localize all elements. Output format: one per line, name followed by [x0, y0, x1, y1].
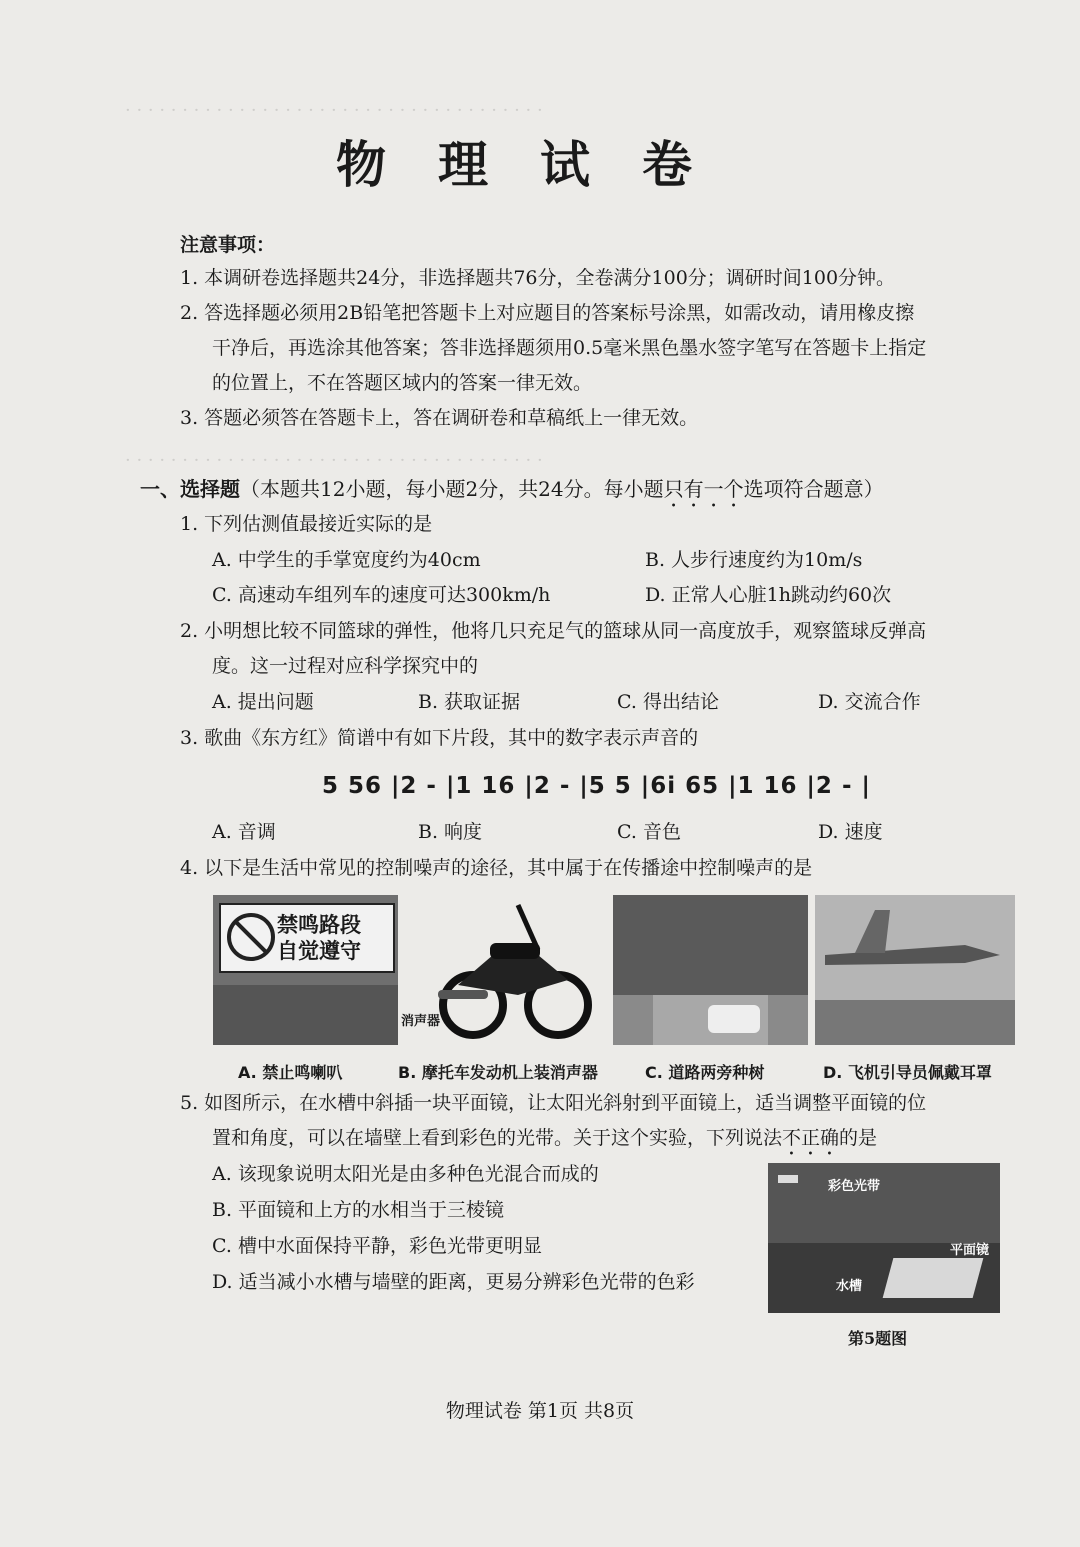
jet-photo: [815, 895, 1015, 1045]
q2-option-c: C. 得出结论: [617, 691, 719, 713]
section-desc: （本题共12小题，每小题2分，共24分。每小题: [240, 477, 664, 501]
q5-stem: 5. 如图所示，在水槽中斜插一块平面镜，让太阳光斜射到平面镜上，适当调整平面镜的位: [180, 1092, 927, 1114]
q2-option-b: B. 获取证据: [418, 691, 521, 713]
photo-label-light-band: 彩色光带: [828, 1179, 881, 1194]
note-item-2-cont: 干净后，再选涂其他答案；答非选择题须用0.5毫米黑色墨水签字笔写在答题卡上指定: [212, 337, 927, 359]
no-horn-icon: [227, 913, 275, 961]
q4-caption-c: C. 道路两旁种树: [645, 1063, 765, 1082]
q4-caption-a: A. 禁止鸣喇叭: [238, 1063, 343, 1082]
q5-stem-emphasis: 不正确: [782, 1127, 840, 1149]
sign-text-line2: 自觉遵守: [277, 939, 361, 963]
section-title: 一、选择题: [140, 477, 240, 501]
muffler-label: 消声器: [401, 1014, 441, 1029]
page-footer: 物理试卷 第1页 共8页: [445, 1400, 635, 1422]
page-title: 物理试卷: [336, 135, 744, 194]
note-item-2: 2. 答选择题必须用2B铅笔把答题卡上对应题目的答案标号涂黑，如需改动，请用橡皮擦: [180, 302, 915, 324]
note-item-1: 1. 本调研卷选择题共24分，非选择题共76分，全卷满分100分；调研时间100分钟。: [180, 267, 896, 289]
note-item-3: 3. 答题必须答在答题卡上，答在调研卷和草稿纸上一律无效。: [180, 407, 699, 429]
q4-caption-b: B. 摩托车发动机上装消声器: [398, 1063, 598, 1082]
bleed-through-text: · · · · · · · · · · · · · · · · · · · · · · · · · · · · · · · · · · · · ·: [125, 100, 543, 121]
no-horn-sign-photo: [213, 895, 398, 1045]
rainbow-experiment-photo: [768, 1163, 1000, 1313]
q3-option-c: C. 音色: [617, 821, 681, 843]
q2-stem-cont: 度。这一过程对应科学探究中的: [212, 655, 479, 677]
section-heading: [140, 473, 884, 512]
q3-option-d: D. 速度: [818, 821, 883, 843]
q1-option-b: B. 人步行速度约为10m/s: [645, 549, 863, 571]
sign-text-line1: 禁鸣路段: [277, 913, 361, 937]
q4-stem: 4. 以下是生活中常见的控制噪声的途径，其中属于在传播途中控制噪声的是: [180, 857, 813, 879]
motorcycle-photo: [398, 895, 608, 1045]
q5-stem-end: 的是: [839, 1127, 878, 1149]
bleed-through-text: · · · · · · · · · · · · · · · · · · · · · · · · · · · · · · · · · · · · ·: [125, 450, 543, 471]
q5-stem-cont: [212, 1124, 877, 1160]
q1-option-d: D. 正常人心脏1h跳动约60次: [645, 584, 892, 606]
q5-figure-caption: 第5题图: [848, 1329, 908, 1348]
q1-stem: 1. 下列估测值最接近实际的是: [180, 513, 433, 535]
q3-stem: 3. 歌曲《东方红》简谱中有如下片段，其中的数字表示声音的: [180, 727, 699, 749]
notes-heading: 注意事项：: [180, 234, 276, 256]
q2-option-a: A. 提出问题: [212, 691, 314, 713]
note-item-2-cont: 的位置上，不在答题区域内的答案一律无效。: [212, 372, 593, 394]
photo-label-mirror: 平面镜: [950, 1243, 990, 1258]
tree-lined-road-photo: [613, 895, 808, 1045]
q5-stem-text: 置和角度，可以在墙壁上看到彩色的光带。关于这个实验，下列说法: [212, 1127, 783, 1149]
q5-option-d: D. 适当减小水槽与墙壁的距离，更易分辨彩色光带的色彩: [212, 1271, 695, 1293]
q5-option-a: A. 该现象说明太阳光是由多种色光混合而成的: [212, 1163, 599, 1185]
q1-option-c: C. 高速动车组列车的速度可达300km/h: [212, 584, 551, 606]
q4-caption-d: D. 飞机引导员佩戴耳罩: [823, 1063, 992, 1082]
q5-option-b: B. 平面镜和上方的水相当于三棱镜: [212, 1199, 505, 1221]
q3-option-a: A. 音调: [212, 821, 276, 843]
q3-option-b: B. 响度: [418, 821, 483, 843]
music-notation: 5 56 |2 - |1 16 |2 - |5 5 |6i 65 |1 16 |2 - |: [322, 773, 871, 799]
q2-stem: 2. 小明想比较不同篮球的弹性，他将几只充足气的篮球从同一高度放手，观察篮球反弹高: [180, 620, 927, 642]
section-desc-end: 选项符合题意）: [743, 477, 884, 501]
q2-option-d: D. 交流合作: [818, 691, 921, 713]
section-desc-emphasis: 只有一个: [663, 477, 744, 501]
q1-option-a: A. 中学生的手掌宽度约为40cm: [212, 549, 481, 571]
q5-option-c: C. 槽中水面保持平静，彩色光带更明显: [212, 1235, 542, 1257]
photo-label-tank: 水槽: [836, 1279, 863, 1294]
jet-icon: [815, 895, 1015, 1005]
